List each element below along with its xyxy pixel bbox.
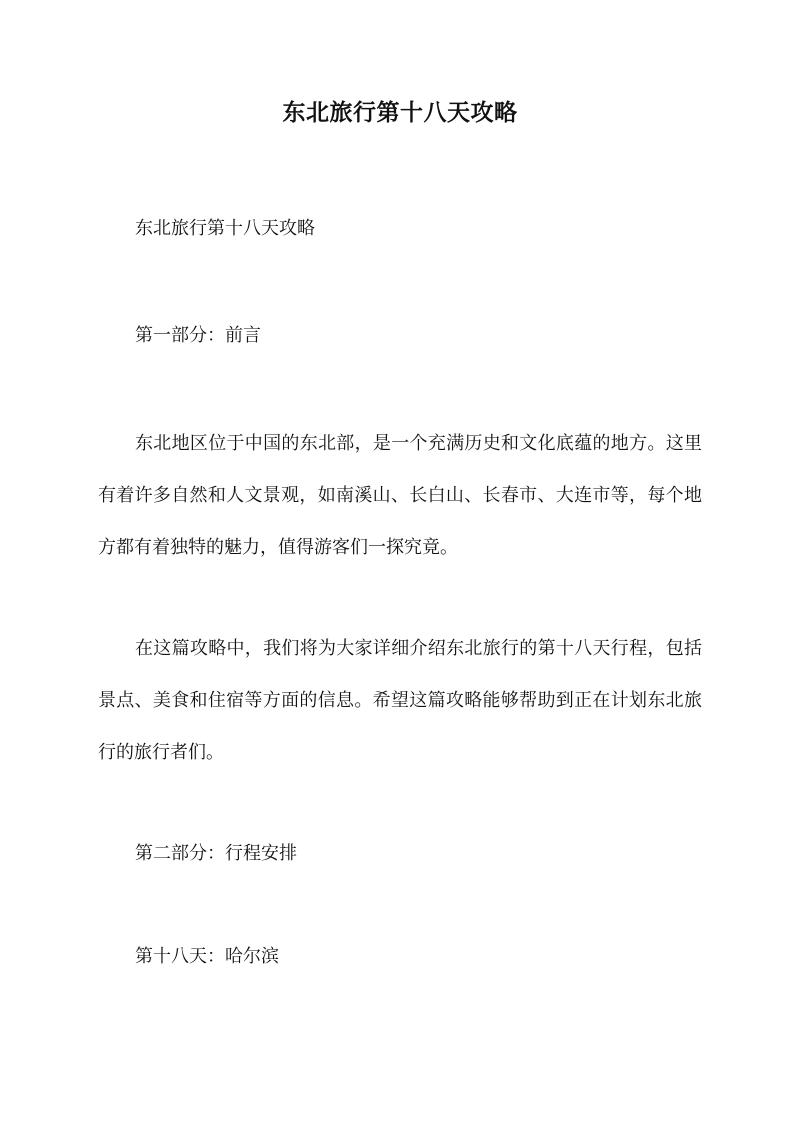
intro-paragraph: 东北地区位于中国的东北部，是一个充满历史和文化底蕴的地方。这里有着许多自然和人文景观，如南溪山、长白山、长春市、大连市等，每个地方都有着独特的魅力，值得游客们一探究竟。 <box>98 433 702 558</box>
subtitle-paragraph: 东北旅行第十八天攻略 <box>135 218 315 239</box>
document-title: 东北旅行第十八天攻略 <box>282 99 518 126</box>
day-heading: 第十八天：哈尔滨 <box>135 946 279 967</box>
section-heading-itinerary: 第二部分：行程安排 <box>135 843 297 864</box>
section-heading-preface: 第一部分：前言 <box>135 325 261 346</box>
purpose-paragraph: 在这篇攻略中，我们将为大家详细介绍东北旅行的第十八天行程，包括景点、美食和住宿等方面的信息。希望这篇攻略能够帮助到正在计划东北旅行的旅行者们。 <box>98 638 702 763</box>
